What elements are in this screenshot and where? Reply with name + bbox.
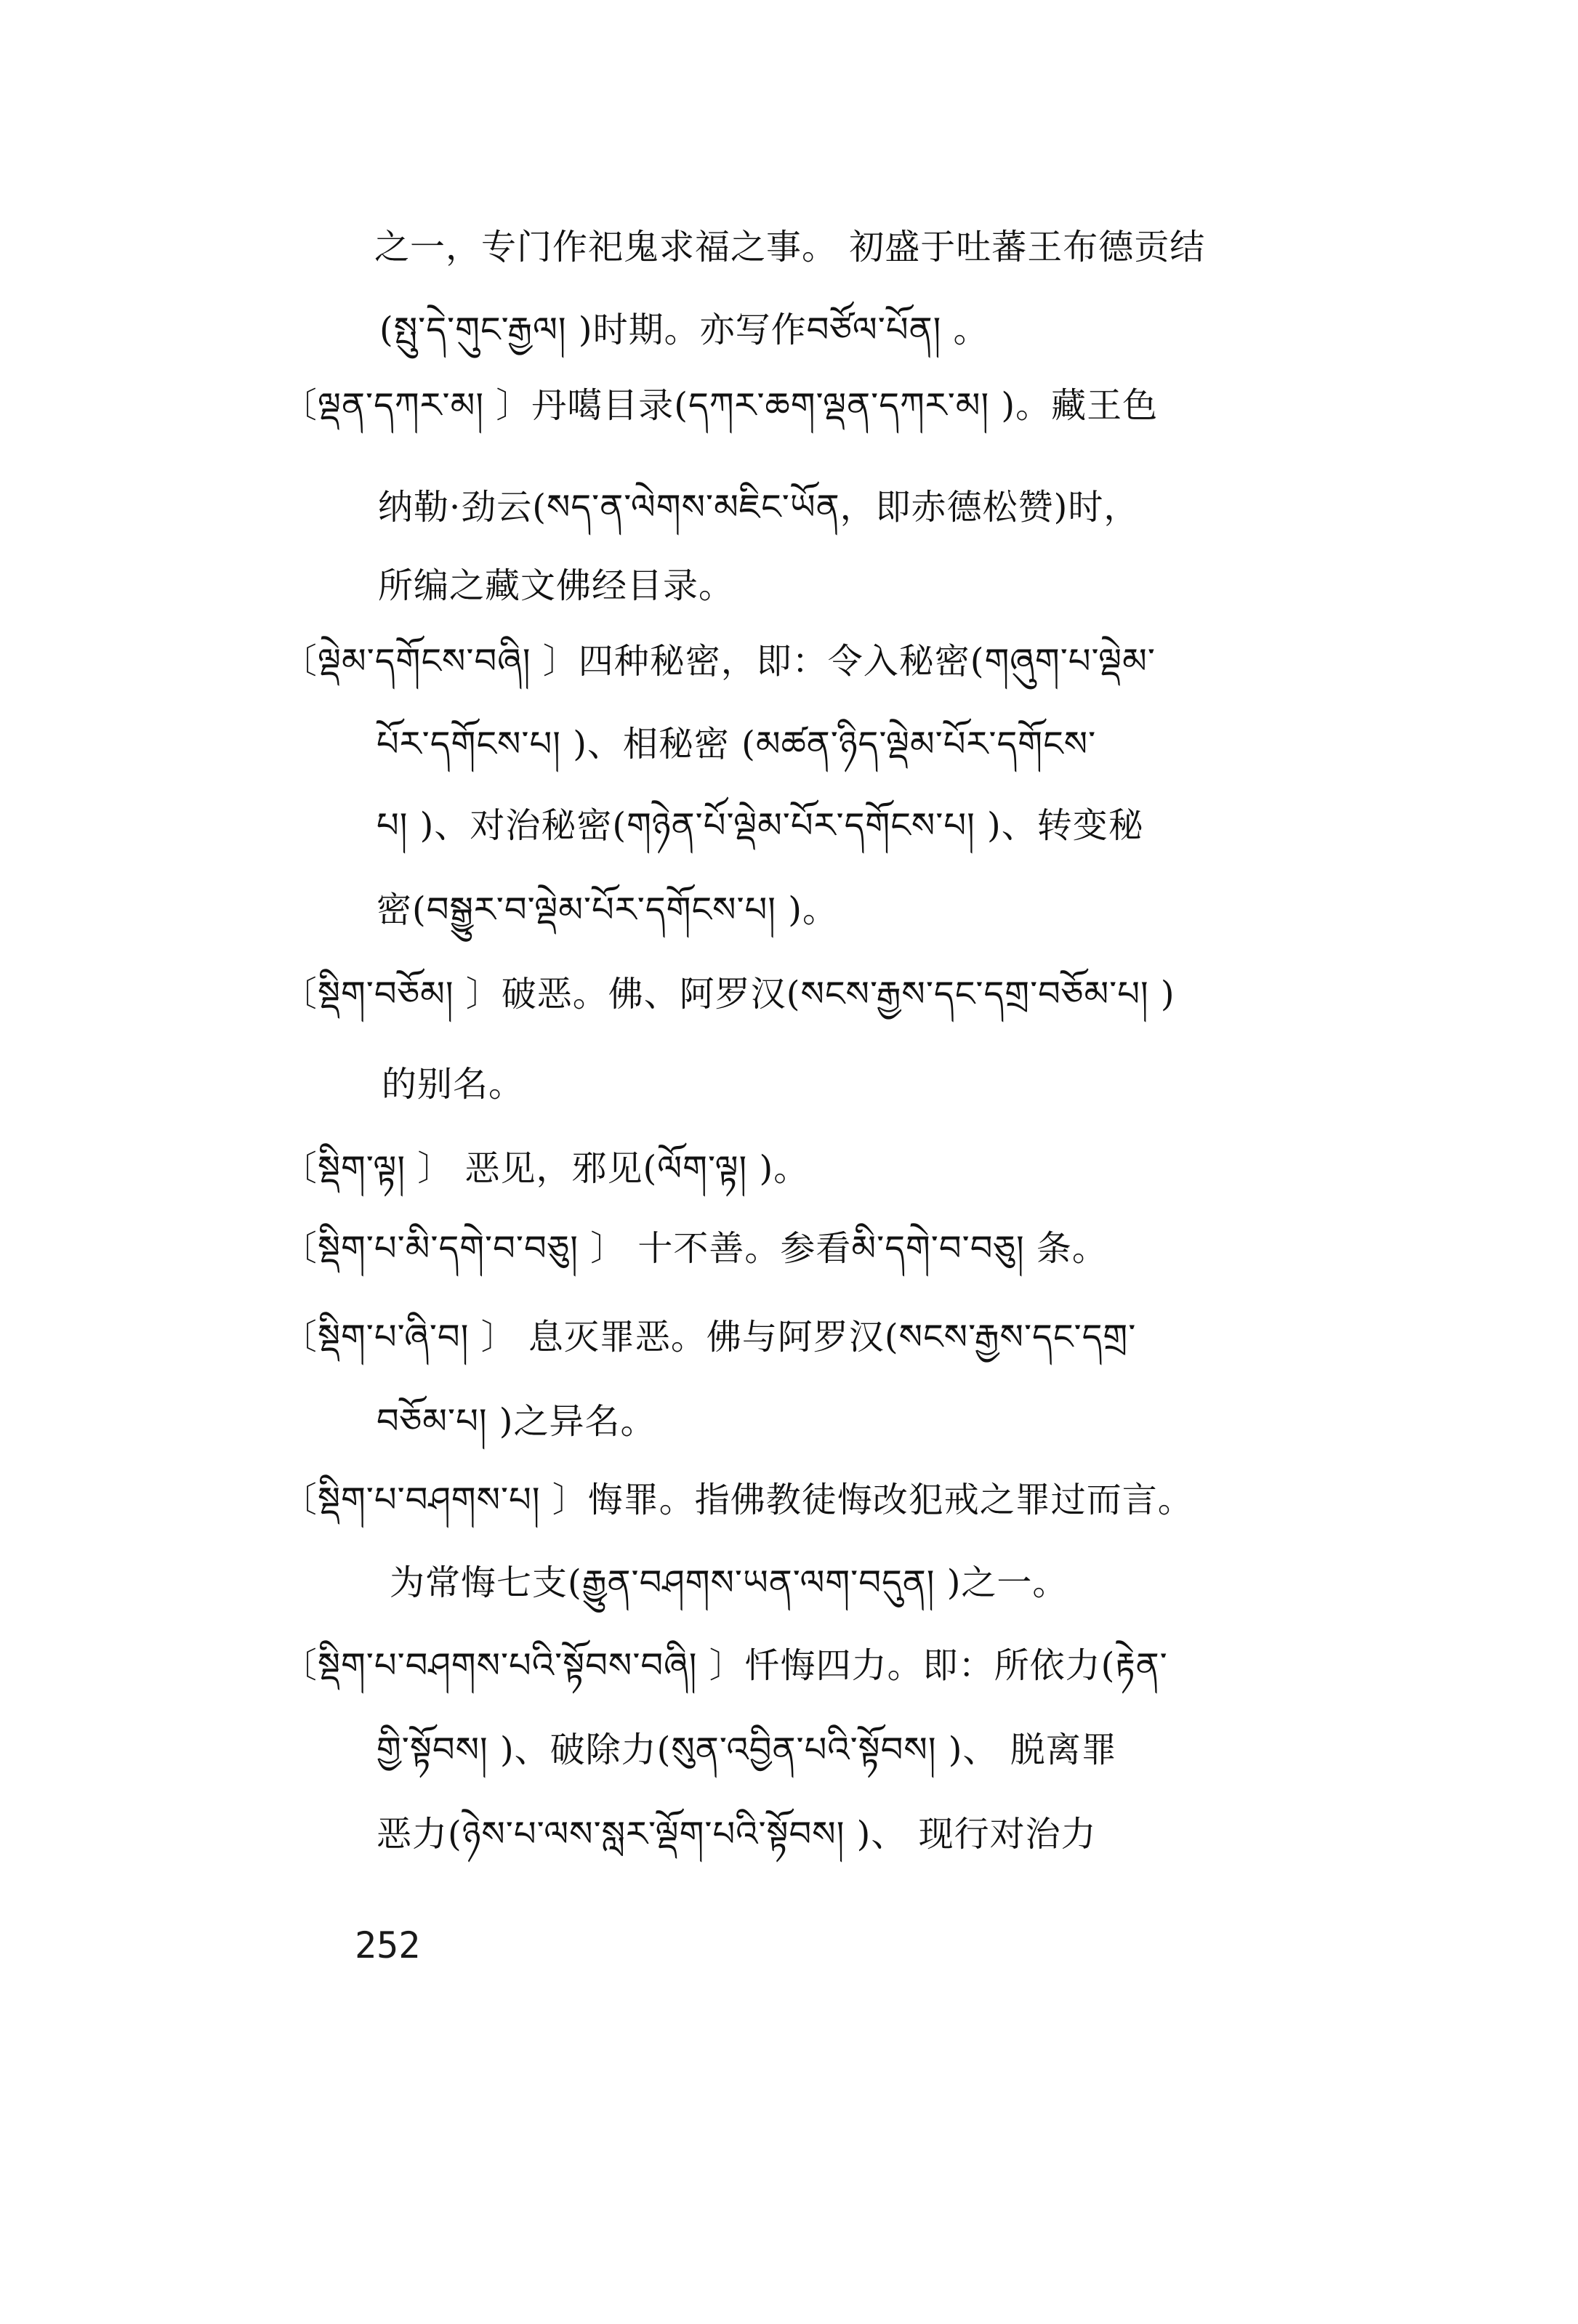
- entry-headword-line: 〔སྡིག་པ་བཤགས་པའི་སྟོབས་བཞི། 〕忏悔四力。即：所依力(རྟེན་: [282, 1645, 1168, 1686]
- text-line-8: པ། )、对治秘密(གཉེན་པོ་ལྡེམ་པོར་དགོངས་པ། )、转变秘: [377, 805, 1144, 846]
- text-line-20: 恶力(ཉེས་པ་ལས་སླར་ལྡོག་པའི་སྟོབས། )、 现行对治力: [377, 1814, 1097, 1855]
- text-line-17: 为常悔七支(རྒྱུན་བཤགས་ཡན་ལག་བདུན། )之一。: [390, 1562, 1068, 1603]
- text-line-5: 所编之藏文佛经目录。: [378, 565, 735, 606]
- entry-headword-line: 〔ལྡན་དཀར་མ། 〕丹噶目录(དཀར་ཆག་ལྡན་དཀར་མ། )。藏王色: [282, 385, 1159, 426]
- text-line-9: 密(བསྒྱུར་བ་ལྡེམ་པོར་དགོངས་པ། )。: [377, 889, 838, 930]
- entry-headword-line: 〔སྡིག་བཅོམ། 〕破恶。佛、阿罗汉(སངས་རྒྱས་དང་དགྲ་བཅོམ་པ། ): [282, 974, 1175, 1014]
- text-line-11: 的别名。: [382, 1064, 525, 1105]
- text-line-1: 之一，专门作祀鬼求福之事。 初盛于吐蕃王布德贡结: [374, 227, 1206, 267]
- text-line-2: (སྤུ་དེ་གུང་རྒྱལ། )时期。亦写作བཙོལ་པོན། 。: [379, 310, 989, 350]
- entry-headword-line: 〔སྡིག་ལྟ། 〕 恶见，邪见(ལོག་ལྟ། )。: [282, 1148, 810, 1189]
- text-line-19: གྱི་སྟོབས། )、破除力(སུན་འབྱིན་པའི་སྟོབས། )、 脱离罪: [377, 1730, 1117, 1770]
- text-line-7: པོར་དགོངས་པ། )、相秘密 (མཚན་ཉིད་ལྡེམ་པོར་དགོངས་: [377, 724, 1097, 764]
- entry-headword-line: 〔སྡིག་པ་ཞི་བ། 〕 息灭罪恶。佛与阿罗汉(སངས་རྒྱས་དང་དགྲ་: [282, 1317, 1137, 1357]
- text-line-4: 纳勒·劲云(སད་ན་ལེགས་མཇིང་ཡོན，即赤德松赞)时，: [378, 487, 1140, 528]
- entry-headword-line: 〔སྡིག་པ་མི་དགེ་བ་བཅུ། 〕 十不善。参看མི་དགེ་བ་བཅུ། 条。: [282, 1228, 1108, 1269]
- entry-headword-line: 〔ལྡེམ་དགོངས་བཞི། 〕四种秘密，即：令入秘密(གཞུག་པ་ལྡེམ་: [282, 641, 1156, 682]
- entry-headword-line: 〔སྡིག་པ་བཤགས་པ། 〕悔罪。指佛教徒悔改犯戒之罪过而言。: [282, 1480, 1193, 1520]
- text-line-15: བཅོམ་པ། )之异名。: [377, 1401, 656, 1442]
- page-number: 252: [355, 1924, 421, 1966]
